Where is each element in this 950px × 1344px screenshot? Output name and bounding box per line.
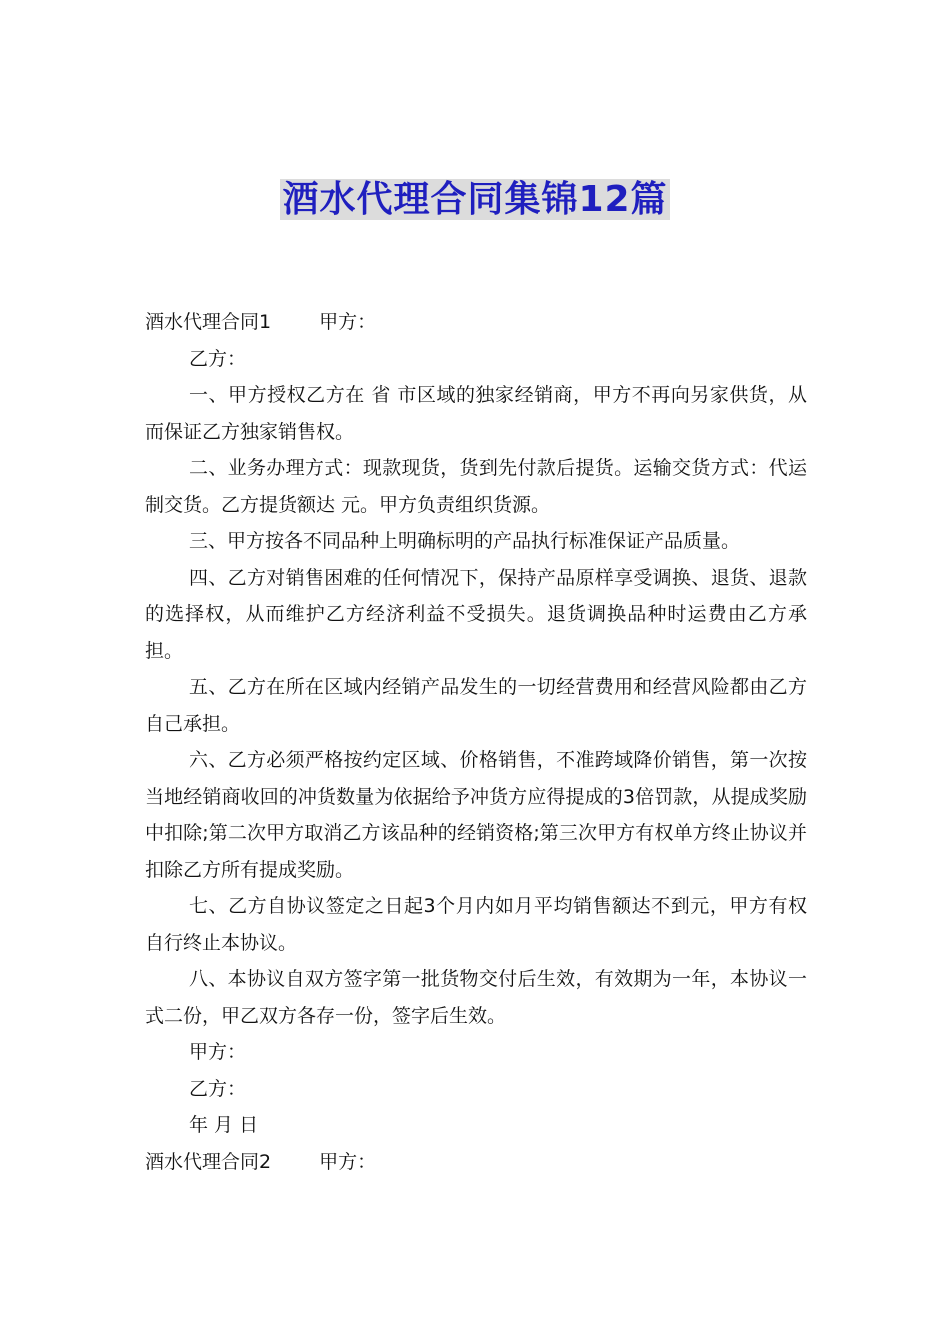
document-title-text: 酒水代理合同集锦12篇: [282, 179, 668, 220]
contract-1-clause-2: 二、业务办理方式：现款现货，货到先付款后提货。运输交货方式：代运制交货。乙方提货额达 元。甲方负责组织货源。: [145, 457, 807, 516]
contract-1-sign-party-a: 甲方：: [189, 1041, 247, 1063]
contract-1-clause-3: 三、甲方按各不同品种上明确标明的产品执行标准保证产品质量。: [189, 530, 741, 552]
contract-1-clause-7: 七、乙方自协议签定之日起3个月内如月平均销售额达不到元，甲方有权自行终止本协议。: [145, 895, 807, 954]
contract-1-clause-5: 五、乙方在所在区域内经销产品发生的一切经营费用和经营风险都由乙方自己承担。: [145, 676, 807, 735]
contract-2-heading: 酒水代理合同2: [145, 1150, 272, 1173]
contract-1-heading: 酒水代理合同1: [145, 311, 272, 333]
document-body: [145, 304, 807, 1180]
contract-1-sign-party-b: 乙方：: [189, 1077, 247, 1100]
contract-1-party-a-label: 甲方：: [319, 311, 377, 333]
contract-1-clause-4: 四、乙方对销售困难的任何情况下，保持产品原样享受调换、退货、退款的选择权，从而维护乙方经济利益不受损失。退货调换品种时运费由乙方承担。: [145, 566, 807, 662]
contract-1-heading-line: [145, 304, 807, 341]
contract-1-party-b-label: 乙方：: [189, 347, 247, 370]
document-title: [0, 176, 950, 224]
contract-1-clause-1: 一、甲方授权乙方在 省 市区域的独家经销商，甲方不再向另家供货，从而保证乙方独家销售权。: [145, 384, 807, 443]
contract-1-clause-6: 六、乙方必须严格按约定区域、价格销售，不准跨域降价销售，第一次按当地经销商收回的冲货数量为依据给予冲货方应得提成的3倍罚款，从提成奖励中扣除;第二次甲方取消乙方该品种的经销资格;第三次甲方有权单方终止协议并扣除乙方所有提成奖励。: [145, 749, 807, 881]
contract-2-heading-line: [145, 1144, 807, 1181]
contract-2-party-a-label: 甲方：: [319, 1150, 377, 1173]
contract-1-date-line: 年 月 日: [189, 1114, 259, 1136]
contract-1-clause-8: 八、本协议自双方签字第一批货物交付后生效，有效期为一年，本协议一式二份，甲乙双方各存一份，签字后生效。: [145, 968, 807, 1027]
